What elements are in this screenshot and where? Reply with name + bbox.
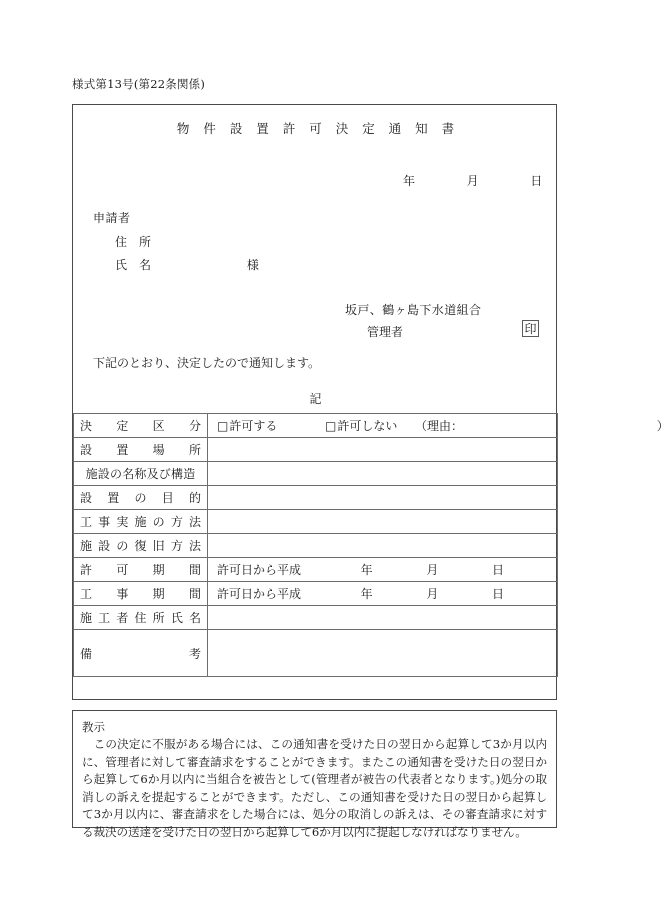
table-row [74, 582, 558, 606]
issuer-organization: 坂戸、鶴ヶ島下水道組合 [345, 303, 482, 317]
row-value-installation-location[interactable] [208, 438, 558, 462]
row-value-restoration-method[interactable] [208, 534, 558, 558]
deny-label: 許可しない [337, 419, 398, 433]
ki-marker: 記 [309, 392, 322, 406]
date-year-label: 年 [403, 174, 416, 188]
applicant-honorific: 様 [246, 258, 259, 272]
row-label-contractor-address-name: 施工者住所氏名 [74, 606, 208, 630]
row-value-installation-purpose[interactable] [208, 486, 558, 510]
seal-stamp-icon: 印 [522, 320, 539, 337]
date-day-label: 日 [530, 174, 543, 188]
issuer-role-row [367, 323, 567, 340]
deny-checkbox[interactable]: □ [325, 419, 337, 433]
notice-title: 教示 [82, 720, 105, 734]
applicant-name-row [115, 256, 259, 273]
row-label-decision-category: 決定区分 [74, 414, 208, 438]
applicant-address-row [115, 233, 259, 250]
table-row [74, 558, 558, 582]
form-number: 様式第13号(第22条関係) [72, 77, 206, 91]
table-row [74, 510, 558, 534]
row-label-installation-purpose: 設置の目的 [74, 486, 208, 510]
permit-period-prefix: 許可日から平成 [217, 563, 302, 577]
decision-detail-table [73, 413, 669, 677]
permit-checkbox[interactable]: □ [217, 419, 229, 433]
row-label-remarks: 備考 [74, 630, 208, 677]
construction-period-day-label: 日 [492, 587, 505, 601]
issuer-block [345, 301, 567, 340]
construction-period-year-label: 年 [360, 587, 373, 601]
construction-period-prefix: 許可日から平成 [217, 587, 302, 601]
document-title: 物 件 設 置 許 可 決 定 通 知 書 [176, 121, 460, 136]
applicant-block [93, 209, 259, 279]
table-row [74, 486, 558, 510]
permit-label: 許可する [229, 419, 278, 433]
table-row [74, 462, 558, 486]
issuer-role-label: 管理者 [367, 325, 404, 339]
row-label-restoration-method: 施設の復旧方法 [74, 534, 208, 558]
notification-statement: 下記のとおり、決定したので通知します。 [93, 356, 321, 370]
table-row [74, 414, 558, 438]
instruction-notice-box [72, 710, 557, 840]
table-row [74, 606, 558, 630]
row-label-installation-location: 設置場所 [74, 438, 208, 462]
applicant-name-label: 氏 名 [115, 258, 152, 272]
notice-body: この決定に不服がある場合には、この通知書を受けた日の翌日から起算して3か月以内に、管理者に対して審査請求をすることができます。またこの通知書を受けた日の翌日から起算して6か月以内に当組合を被告として(管理者が被告の代表者となります。)処分の取消しの訴えを提起することができます。ただし、この通知書を受けた日の翌日から起算して3か月以内に、審査請求をした場合には、処分の取消しの訴えは、その審査請求に対する裁決の送達を受けた日の翌日から起算して6か月以内に提起しなければなりません。 [82, 737, 547, 840]
row-label-permit-period: 許可期間 [74, 558, 208, 582]
applicant-heading: 申請者 [93, 211, 131, 225]
row-value-decision-category [208, 414, 669, 438]
row-value-permit-period [208, 558, 558, 582]
permit-period-month-label: 月 [426, 563, 439, 577]
reason-open-label: （理由： [415, 419, 464, 433]
row-value-construction-method[interactable] [208, 510, 558, 534]
permit-period-year-label: 年 [360, 563, 373, 577]
row-value-construction-period [208, 582, 558, 606]
row-label-construction-period: 工事期間 [74, 582, 208, 606]
table-row [74, 630, 558, 677]
table-row [74, 534, 558, 558]
table-row [74, 438, 558, 462]
applicant-address-label: 住 所 [115, 235, 152, 249]
row-value-remarks[interactable] [208, 630, 558, 677]
date-month-label: 月 [466, 174, 479, 188]
row-label-facility-name-structure: 施設の名称及び構造 [74, 462, 208, 486]
row-value-contractor-address-name[interactable] [208, 606, 558, 630]
reason-close-label: ） [656, 419, 669, 433]
document-frame [72, 104, 669, 700]
row-value-facility-name-structure[interactable] [208, 462, 558, 486]
construction-period-month-label: 月 [426, 587, 439, 601]
date-line [403, 172, 542, 189]
permit-period-day-label: 日 [492, 563, 505, 577]
row-label-construction-method: 工事実施の方法 [74, 510, 208, 534]
